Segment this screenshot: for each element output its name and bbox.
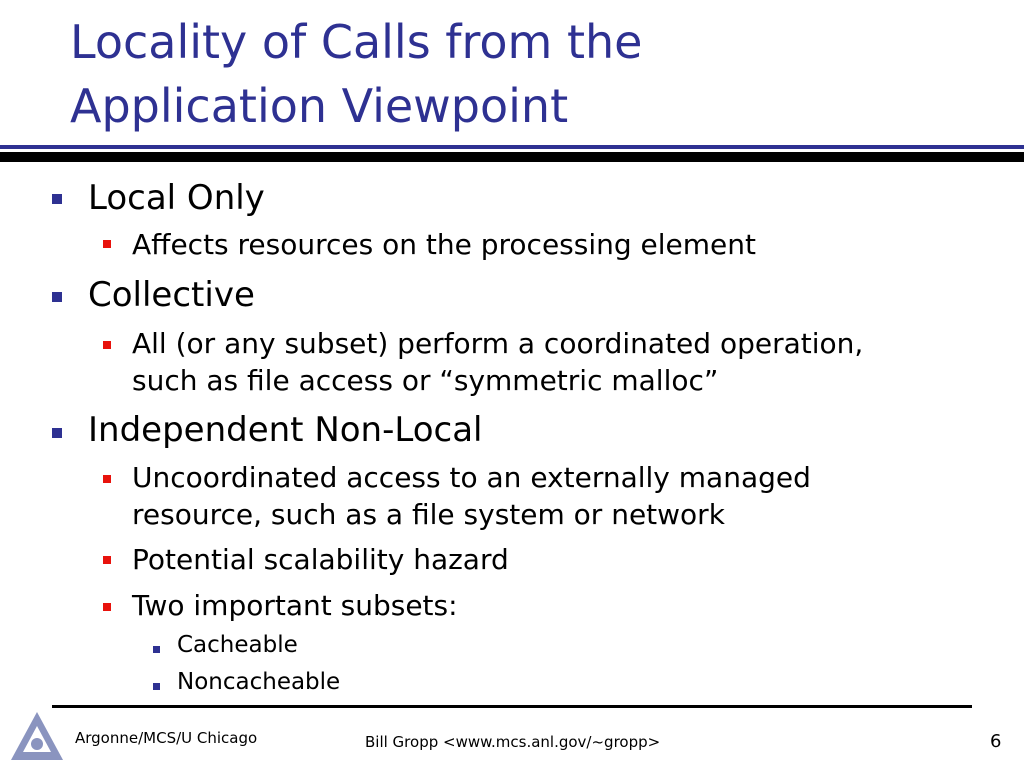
- footer-author: Bill Gropp <www.mcs.anl.gov/~gropp>: [365, 733, 661, 751]
- bullet-collective: Collective: [88, 275, 255, 315]
- bullet-level3-icon: [153, 683, 160, 690]
- bullet-local-only: Local Only: [88, 178, 265, 218]
- bullet-noncacheable: Noncacheable: [177, 669, 341, 695]
- bullet-collective-detail: [132, 325, 972, 399]
- bullet-cacheable: Cacheable: [177, 632, 298, 658]
- bullet-level1-icon: [52, 194, 62, 204]
- bullet-two-subsets: Two important subsets:: [132, 589, 458, 622]
- slide-title-line-2: Application Viewpoint: [70, 79, 569, 133]
- bullet-collective-detail-line1: All (or any subset) perform a coordinated operation,: [132, 327, 864, 360]
- bullet-independent-non-local: Independent Non-Local: [88, 410, 483, 450]
- footer-organization: Argonne/MCS/U Chicago: [75, 729, 258, 747]
- bullet-level2-icon: [103, 240, 111, 248]
- bullet-local-only-detail: Affects resources on the processing element: [132, 228, 757, 261]
- bullet-collective-detail-line2: such as file access or “symmetric malloc”: [132, 364, 719, 397]
- bullet-level2-icon: [103, 603, 111, 611]
- bullet-uncoordinated-access-line2: resource, such as a file system or network: [132, 498, 725, 531]
- bullet-level2-icon: [103, 475, 111, 483]
- page-number: 6: [990, 731, 1002, 752]
- bullet-scalability-hazard: Potential scalability hazard: [132, 543, 509, 576]
- bullet-level2-icon: [103, 556, 111, 564]
- bullet-uncoordinated-access: [132, 459, 972, 533]
- argonne-logo-icon: [8, 708, 66, 764]
- footer-divider: [52, 705, 972, 708]
- bullet-level3-icon: [153, 646, 160, 653]
- bullet-level2-icon: [103, 341, 111, 349]
- bullet-level1-icon: [52, 428, 62, 438]
- slide-title: [70, 10, 1010, 138]
- bullet-uncoordinated-access-line1: Uncoordinated access to an externally managed: [132, 461, 811, 494]
- bullet-level1-icon: [52, 292, 62, 302]
- slide-title-line-1: Locality of Calls from the: [70, 15, 643, 69]
- title-divider-thin: [0, 145, 1024, 149]
- title-divider-thick: [0, 152, 1024, 162]
